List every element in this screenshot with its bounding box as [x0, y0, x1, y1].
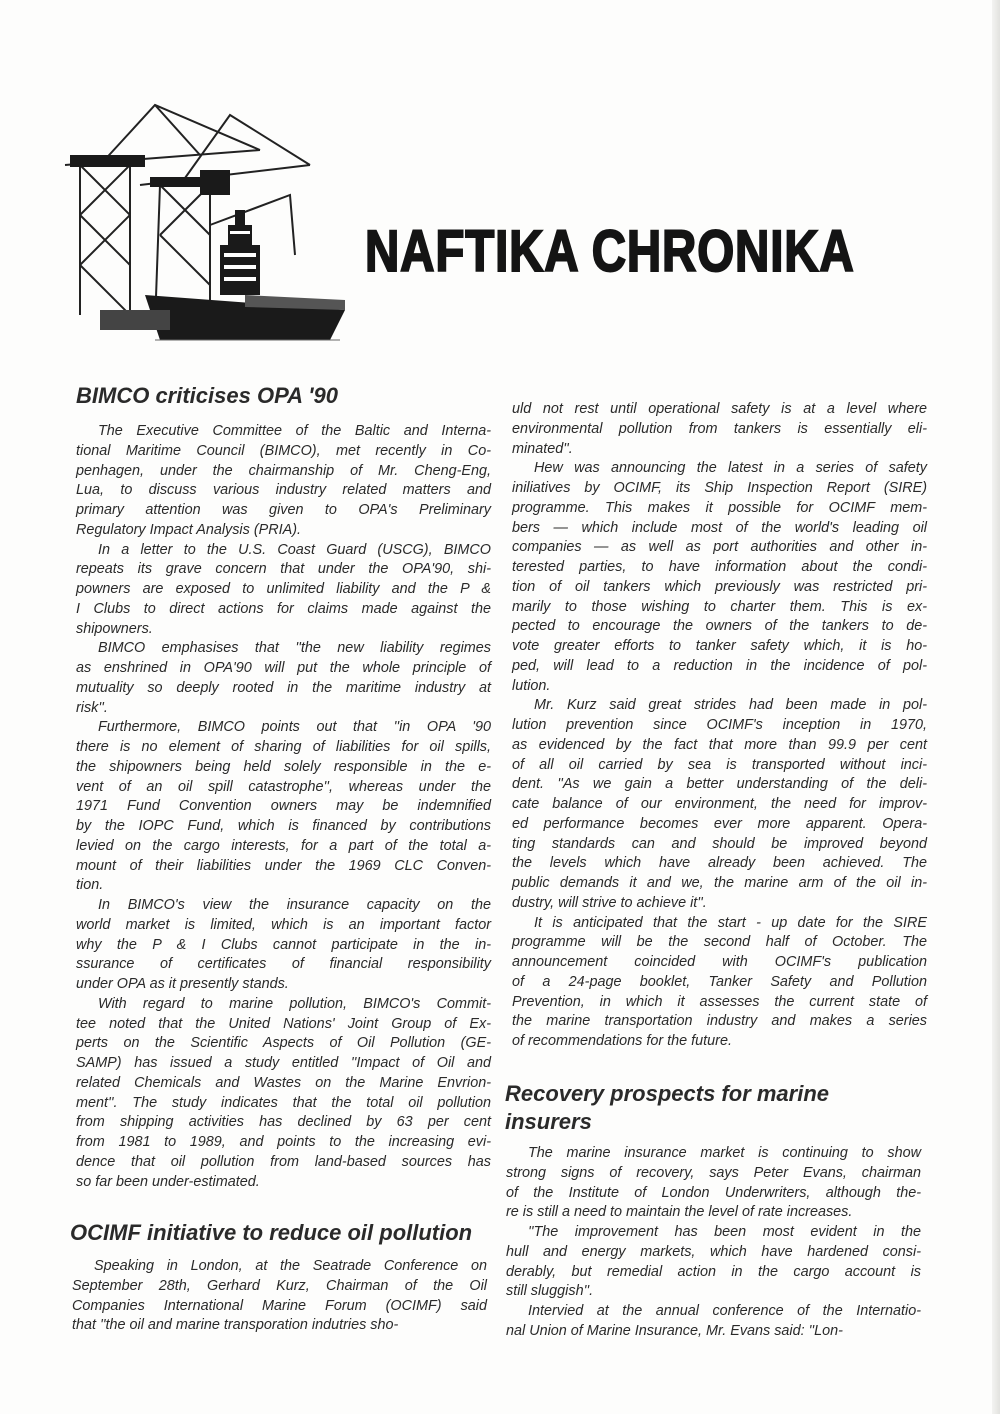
text-line: announcement coincided with OCIMF's publication [512, 954, 927, 970]
text-line: nal Union of Marine Insurance, Mr. Evans said: ''Lon- [506, 1322, 843, 1339]
text-line: programme will be the second half of October. The [512, 934, 927, 951]
text-line: lution. [512, 677, 551, 694]
text-line: environmental pollution from tankers is essentially eli- [512, 420, 927, 437]
text-line: Companies International Marine Forum (OCIMF) said [72, 1297, 487, 1314]
text-line: uld not rest until operational safety is at a level where [512, 401, 927, 417]
text-line: Lua, to discuss various industry related matters and [76, 482, 491, 499]
text-line: vote greater efforts to tanker safety which, it is ho- [512, 638, 927, 654]
paragraph [512, 459, 927, 696]
text-line: It is anticipated that the start - up date for the SIRE [534, 914, 927, 931]
text-line: primary attention was given to OPA's Preliminary [76, 502, 491, 518]
text-line: so far been under-estimated. [76, 1173, 260, 1190]
text-line: Prevention, in which it assesses the current state of [512, 993, 927, 1010]
article-ocimf-continued [512, 400, 927, 1052]
paragraph [76, 541, 491, 640]
text-line: Regulatory Impact Analysis (PRIA). [76, 521, 301, 538]
paragraph [72, 1257, 487, 1336]
heading-bimco: BIMCO criticises OPA '90 [76, 383, 338, 408]
text-line: Hew was announcing the latest in a series of safety [534, 460, 927, 477]
text-line: still sluggish''. [506, 1283, 594, 1300]
text-line: I Clubs to direct actions for claims made against the [76, 600, 491, 617]
paragraph [76, 422, 491, 541]
text-line: the shipowners being held solely responsible in the e- [76, 758, 491, 775]
text-line: from shipping activities has declined by 63 per cent [76, 1114, 491, 1131]
text-line: programme. This makes it possible for OCIMF mem- [512, 499, 927, 516]
text-line: Furthermore, BIMCO points out that ''in OPA '90 [98, 719, 491, 736]
text-line: of the Institute of London Underwriters, although the- [506, 1184, 921, 1201]
text-line: penhagen, under the chairmanship of Mr. Cheng-Eng, [76, 462, 491, 479]
text-line: SAMP) has issued a study entitled ''Impact of Oil and [76, 1055, 491, 1071]
text-line: from 1981 to 1989, and points to the increasing evi- [76, 1134, 491, 1150]
paragraph [506, 1302, 921, 1342]
text-line: public demands it and we, the marine arm of the oil in- [512, 875, 927, 891]
text-line: mutuality so deeply rooted in the maritime industry at [76, 679, 491, 696]
text-line: ment''. The study indicates that the total oil pollution [76, 1094, 491, 1111]
text-line: pected to encourage the owners of the tankers to de- [512, 618, 927, 635]
text-line: ssurance of certificates of financial responsibility [76, 956, 491, 973]
paragraph [76, 639, 491, 718]
text-line: mount of their liabilities under the 1969 CLC Conven- [76, 857, 491, 874]
text-line: In BIMCO's view the insurance capacity on the [98, 897, 491, 913]
paragraph [76, 995, 491, 1193]
text-line: September 28th, Gerhard Kurz, Chairman of the Oil [72, 1277, 487, 1294]
text-line: derably, but remedial action in the cargo account is [506, 1263, 921, 1280]
text-line: levied on the cargo interests, for a part of the total a- [76, 837, 491, 854]
text-line: iniliatives by OCIMF, its Ship Inspection Report (SIRE) [512, 480, 927, 496]
text-line: world market is limited, which is an important factor [76, 916, 491, 933]
text-line: vent of an oil spill catastrophe'', whereas under the [76, 778, 491, 795]
heading-recovery-line1: Recovery prospects for marine [505, 1081, 830, 1106]
text-line: minated''. [512, 440, 573, 457]
text-line: Mr. Kurz said great strides had been made in pol- [534, 697, 927, 714]
text-line: companies — as well as port authorities and other in- [512, 539, 927, 556]
text-line: as evidenced by the fact that more than 99.9 per cent [512, 736, 927, 753]
text-line: of a 24-page booklet, Tanker Safety and Pollution [512, 973, 927, 990]
article-recovery-body [506, 1144, 921, 1342]
text-line: ''The improvement has been most evident in the [528, 1224, 921, 1240]
text-line: marily to those wishing to charter them. This is ex- [512, 598, 927, 615]
text-line: as enshrined in OPA'90 will put the whole principle of [76, 660, 491, 676]
text-line: 1971 Fund Convention owners may be indemnified [76, 798, 491, 815]
text-line: of all oil carried by sea is transported without inci- [512, 756, 927, 773]
paragraph [512, 914, 927, 1052]
text-line: under OPA as it presently stands. [76, 976, 289, 992]
text-line: dent. ''As we gain a better understanding of the deli- [512, 776, 927, 793]
article-ocimf-body [72, 1257, 487, 1336]
paragraph [512, 400, 927, 459]
text-line: tion. [76, 877, 104, 894]
text-line: strong signs of recovery, says Peter Evans, chairman [506, 1164, 921, 1181]
text-line: In a letter to the U.S. Coast Guard (USCG), BIMCO [98, 541, 491, 558]
text-line: the marine transportation industry and makes a series [512, 1013, 927, 1030]
paragraph [512, 696, 927, 913]
text-line: The marine insurance market is continuing to show [528, 1145, 921, 1161]
text-line: With regard to marine pollution, BIMCO's Commit- [98, 995, 491, 1012]
paragraph [76, 896, 491, 995]
text-line: hull and energy markets, which have hardened consi- [506, 1243, 921, 1260]
port-cranes-ships-illustration [60, 95, 350, 350]
text-line: tee noted that the United Nations' Joint Group of Ex- [76, 1015, 491, 1032]
text-line: lution prevention since OCIMF's inception in 1970, [512, 717, 927, 733]
text-line: tion of oil tankers which previously was restricted pri- [512, 578, 927, 595]
text-line: the levels which have already been achieved. The [512, 855, 927, 872]
text-line: BIMCO emphasises that ''the new liability regimes [98, 640, 491, 657]
text-line: terested parties, to have information about the condi- [512, 559, 927, 575]
text-line: re is still a need to maintain the level of rate increases. [506, 1204, 853, 1221]
article-bimco-body [76, 422, 491, 1192]
text-line: of recommendations for the future. [512, 1033, 732, 1049]
paragraph [76, 718, 491, 896]
masthead-title: NAFTIKA CHRONIKA [365, 219, 855, 284]
text-line: why the P & I Clubs cannot participate in the in- [76, 936, 491, 953]
text-line: ed performance becomes ever more apparent. Opera- [512, 815, 927, 832]
page-edge-shadow [992, 0, 1000, 1414]
text-line: Intervied at the annual conference of the Internatio- [528, 1303, 921, 1319]
heading-recovery-line2: insurers [505, 1109, 592, 1134]
text-line: by the IOPC Fund, which is financed by contributions [76, 818, 491, 834]
paragraph [506, 1144, 921, 1223]
text-line: ped, will lead to a reduction in the incidence of pol- [512, 657, 927, 674]
paragraph [506, 1223, 921, 1302]
text-line: ting standards can and should be improved beyond [512, 835, 927, 852]
heading-ocimf: OCIMF initiative to reduce oil pollution [70, 1220, 473, 1245]
text-line: dence that oil pollution from land-based sources has [76, 1153, 491, 1170]
text-line: powners are exposed to unlimited liability and the P & [76, 581, 491, 597]
text-line: there is no element of sharing of liabilities for oil spills, [76, 739, 491, 755]
text-line: shipowners. [76, 620, 153, 637]
text-line: The Executive Committee of the Baltic and Interna- [98, 423, 491, 439]
text-line: tional Maritime Council (BIMCO), met recently in Co- [76, 442, 491, 459]
text-line: perts on the Scientific Aspects of Oil Pollution (GE- [76, 1035, 491, 1052]
text-line: Speaking in London, at the Seatrade Conference on [94, 1258, 487, 1274]
text-line: risk''. [76, 699, 108, 716]
text-line: that ''the oil and marine transporation indutries sho- [72, 1317, 399, 1334]
text-line: dustry, will strive to achieve it''. [512, 894, 707, 911]
text-line: cate balance of our environment, the need for improv- [512, 796, 927, 812]
text-line: repeats its grave concern that under the OPA'90, shi- [76, 561, 491, 578]
text-line: bers — which include most of the world's leading oil [512, 519, 927, 536]
text-line: related Chemicals and Wastes on the Marine Envrion- [76, 1074, 491, 1091]
